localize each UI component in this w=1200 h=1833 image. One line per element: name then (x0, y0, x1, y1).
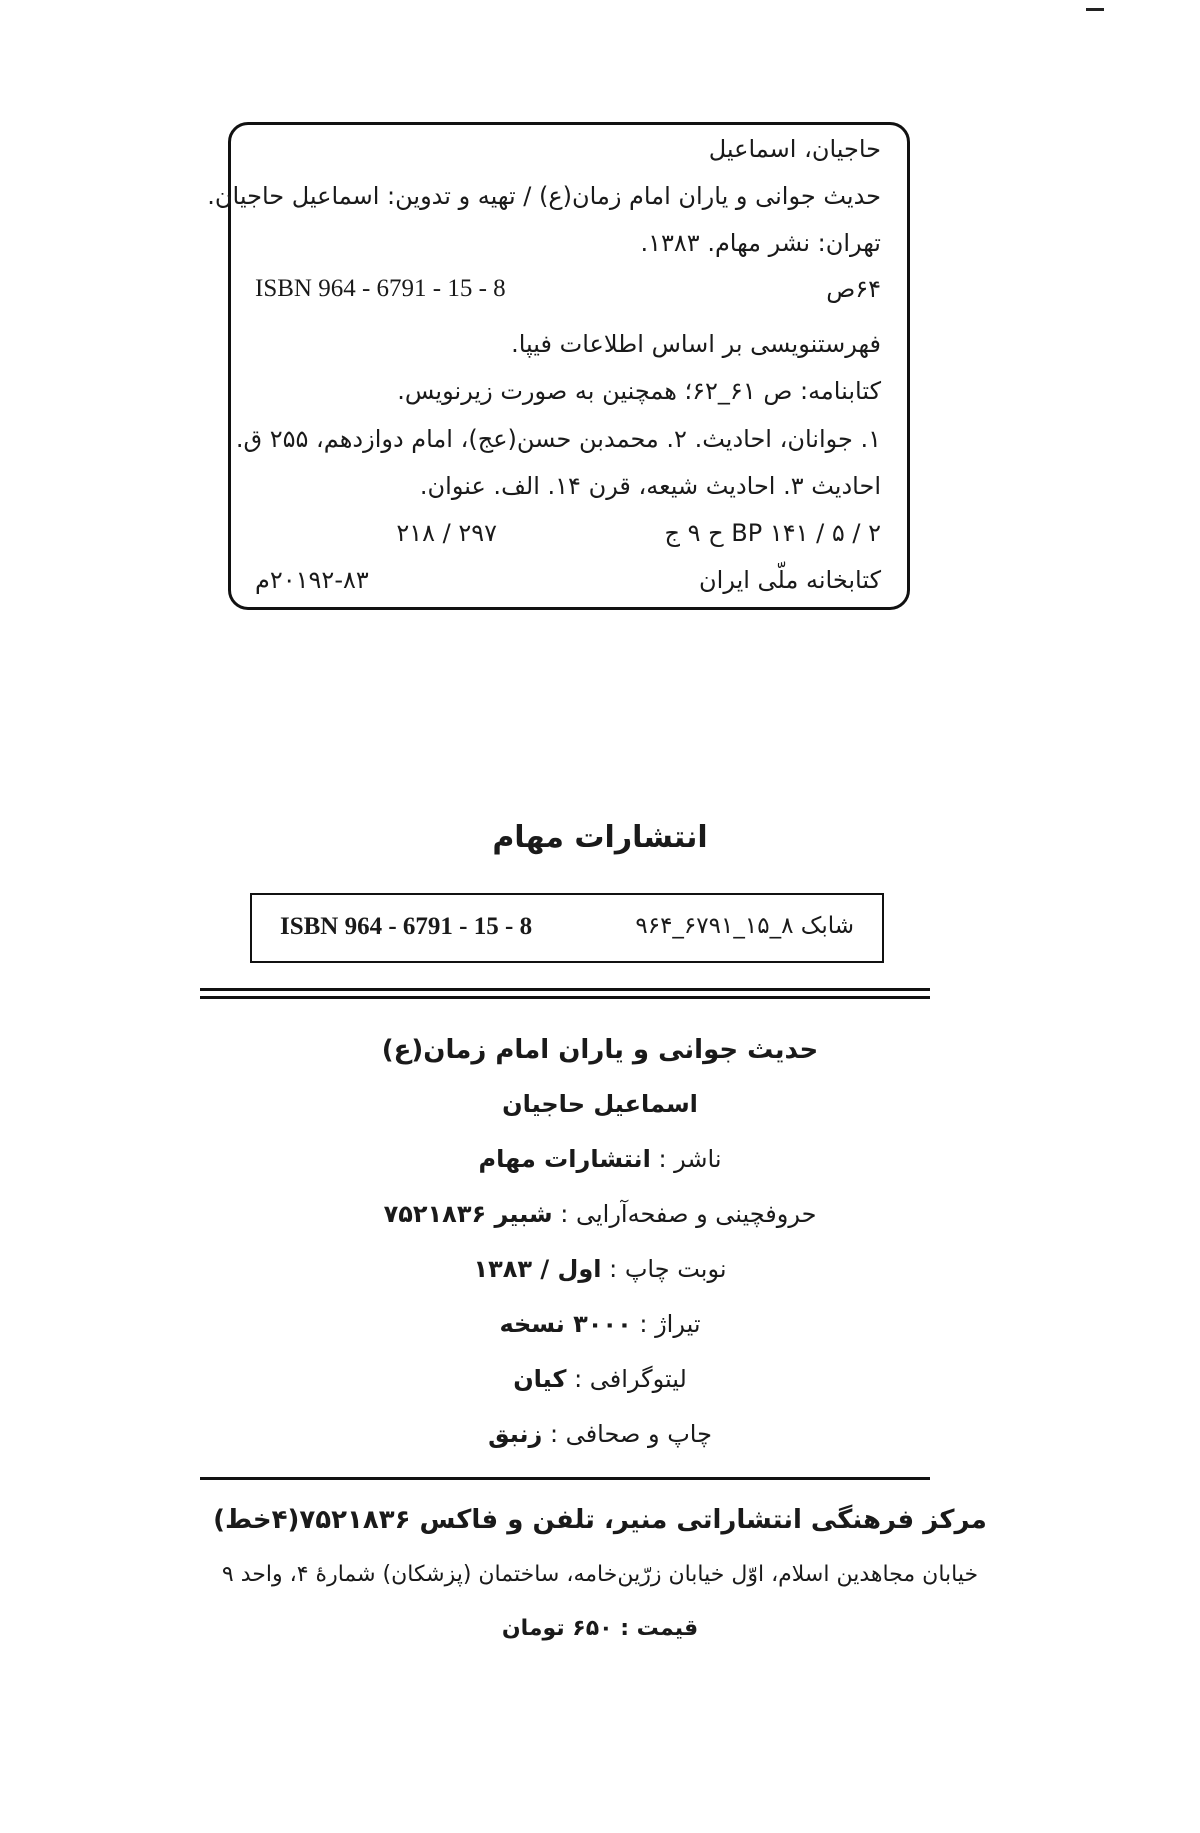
cip-subjects-2: احادیث ۳. احادیث شیعه، قرن ۱۴. الف. عنوان. (419, 472, 881, 500)
edition-label: نوبت چاپ : (609, 1255, 727, 1283)
cip-lc-class: BP ۱۴۱ / ۵ / ۲ ح ۹ ج (664, 519, 881, 547)
cip-library-number: ۲۰۱۹۲-۸۳م (255, 566, 369, 594)
price-line: قیمت : ۶۵۰ تومان (501, 1616, 699, 1641)
cip-bibliography: کتابنامه: ص ۶۱_۶۲؛ همچنین به صورت زیرنویس. (397, 377, 881, 405)
author-name: اسماعیل حاجیان (502, 1090, 698, 1118)
cip-library: کتابخانه ملّی ایران (699, 566, 881, 594)
typesetting-value: شبیر ۷۵۲۱۸۳۶ (383, 1200, 553, 1228)
cip-subjects-1: ۱. جوانان، احادیث. ۲. محمدبن حسن(عج)، امام دوازدهم، ۲۵۵ ق. (235, 425, 881, 453)
print-run-value: ۳۰۰۰ نسخه (499, 1310, 632, 1338)
cip-author: حاجیان، اسماعیل (708, 135, 881, 163)
cip-fipa-note: فهرستنویسی بر اساس اطلاعات فیپا. (511, 330, 881, 358)
cip-title: حدیث جوانی و یاران امام زمان(ع) / تهیه و تدوین: اسماعیل حاجیان. (207, 182, 881, 210)
print-run-credit (0, 1310, 1200, 1338)
book-author (0, 1090, 1200, 1118)
typesetting-label: حروفچینی و صفحه‌آرایی : (560, 1200, 817, 1228)
publisher-logo: انتشارات مهام (492, 820, 708, 855)
lithography-credit (0, 1365, 1200, 1393)
double-rule-top (200, 988, 930, 991)
cip-isbn: ISBN 964 - 6791 - 15 - 8 (255, 275, 506, 302)
cip-imprint: تهران: نشر مهام. ۱۳۸۳. (640, 229, 881, 257)
publisher-credit (0, 1145, 1200, 1173)
isbn-box (250, 893, 884, 963)
cip-pages: ۶۴ص (826, 275, 881, 303)
edition-value: اول / ۱۳۸۳ (473, 1255, 602, 1283)
isbn-en: ISBN 964 - 6791 - 15 - 8 (280, 913, 533, 940)
printing-credit (0, 1420, 1200, 1448)
print-run-label: تیراژ : (639, 1310, 701, 1338)
publisher-label: ناشر : (658, 1145, 722, 1173)
printing-label: چاپ و صحافی : (549, 1420, 712, 1448)
typesetting-credit (0, 1200, 1200, 1228)
edition-credit (0, 1255, 1200, 1283)
lithography-label: لیتوگرافی : (574, 1365, 687, 1393)
distributor-line: مرکز فرهنگی انتشاراتی منیر، تلفن و فاکس ۷۵۲۱۸۳۶(۴خط) (213, 1505, 987, 1535)
footer-rule (200, 1477, 930, 1480)
cip-dewey-class: ۲۹۷ / ۲۱۸ (396, 519, 497, 547)
book-title: حدیث جوانی و یاران امام زمان(ع) (381, 1035, 819, 1065)
lithography-value: کیان (513, 1365, 567, 1393)
corner-mark (1086, 8, 1104, 11)
address-line: خیابان مجاهدین اسلام، اوّل خیابان زرّین‌خامه، ساختمان (پزشکان) شمارهٔ ۴، واحد ۹ (221, 1562, 979, 1587)
isbn-fa: شابک ۸_۱۵_۶۷۹۱_۹۶۴ (635, 913, 854, 939)
publisher-value: انتشارات مهام (478, 1145, 651, 1173)
printing-value: زنبق (488, 1420, 543, 1448)
double-rule-bottom (200, 996, 930, 999)
cip-box (207, 122, 910, 610)
